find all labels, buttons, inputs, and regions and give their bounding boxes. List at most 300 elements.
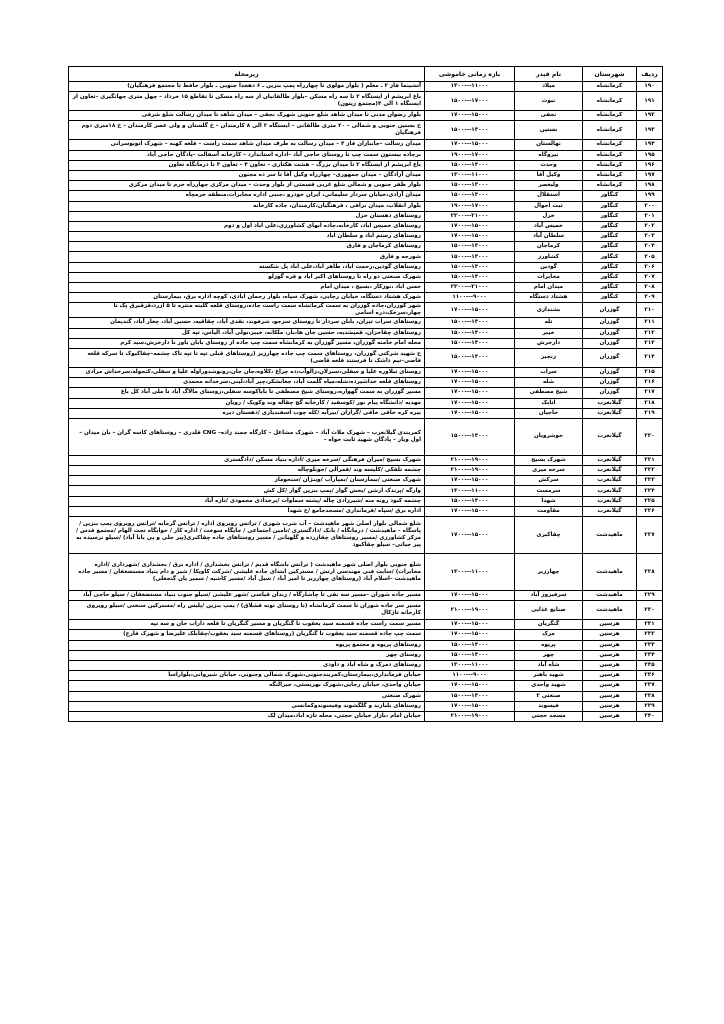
header-feeder: نام فیدر	[515, 67, 583, 82]
table-row	[69, 681, 663, 691]
table-row	[69, 232, 663, 242]
row-city: کرمانشاه	[583, 160, 637, 170]
row-index: ۱۹۱	[637, 92, 663, 111]
row-time: ۱۵۰۰۰---۱۷۰۰	[425, 681, 515, 691]
table-row	[69, 418, 663, 455]
table-row	[69, 466, 663, 476]
row-feeder: صنایع غذایی	[515, 601, 583, 620]
row-index: ۲۱۴	[637, 348, 663, 367]
row-time: ۲۱۰۰۰---۲۳۰۰	[425, 283, 515, 293]
row-area: خ بستین جنوبی و شمالی – ۲۰ متری طالقانی – ایستگاه ۲ الی ۸ کارمندان – خ گلستان و ولی عصر کارمندان – خ ۱۸متری دوم فرهنگیان	[69, 121, 425, 140]
row-area: روستاهای دمرک و شاه اباد و داودی	[69, 660, 425, 670]
table-row	[69, 121, 663, 140]
row-time: ۱۱۰۰۰---۱۳۰۰	[425, 170, 515, 180]
table-row	[69, 601, 663, 620]
row-feeder: هشتاد دستگاه	[515, 293, 583, 303]
row-city: کنگاور	[583, 252, 637, 262]
row-feeder: سرخه میری	[515, 466, 583, 476]
row-index: ۲۳۵	[637, 660, 663, 670]
row-index: ۲۱۶	[637, 378, 663, 388]
row-area: باغ ابریشم از ایستگاه ۲ تا میدان بزرگ – هشت هکتاری – تعاون ۴ – تعاون ۳ تا درمانگاه تعاون	[69, 160, 425, 170]
row-time: ۱۳۰۰۰---۱۵۰۰	[425, 262, 515, 272]
row-area: شهرک هشتاد دستگاه، خیابان رجایی، شهرک سپاه، بلوار رحمان ابادی، کوچه اداره برق، بیمارستان	[69, 293, 425, 303]
row-index: ۲۰۱	[637, 211, 663, 221]
row-feeder: سلطان آباد	[515, 232, 583, 242]
row-time: ۱۳۰۰۰---۱۵۰۰	[425, 318, 515, 328]
row-area: سمت چپ جاده قسمنه سید یعقوب تا گنگریان (روستاهای قسمنه سید یعقوب/چقابلک علیرضا و شهرک فارج)	[69, 630, 425, 640]
row-feeder: چهر	[515, 650, 583, 660]
row-time: ۱۳۰۰۰---۱۵۰۰	[425, 650, 515, 660]
row-city: ماهیدشت	[583, 554, 637, 591]
row-index: ۲۱۹	[637, 408, 663, 418]
table-row	[69, 82, 663, 92]
row-area: بلوار ظفر جنوبی و شمالی شلغ غربی قسمتی از بلوار وحدت – میدان مرکزی چهارراه خرم تا میدان مرکزی	[69, 181, 425, 191]
row-city: کنگاور	[583, 242, 637, 252]
table-row	[69, 92, 663, 111]
row-time: ۱۷۰۰۰---۱۹۰۰	[425, 201, 515, 211]
row-feeder: ثبت احوال	[515, 201, 583, 211]
row-time: ۱۵۰۰۰---۱۷۰۰	[425, 303, 515, 318]
row-feeder: مرک	[515, 630, 583, 640]
row-time: ۱۱۰۰۰---۱۳۰۰	[425, 82, 515, 92]
table-row	[69, 201, 663, 211]
row-feeder: خوشرویان	[515, 418, 583, 455]
row-area: روستاهای گودین،رحمت اباد، طاهر اباد،علی اباد پل شکسته	[69, 262, 425, 272]
row-feeder: گودین	[515, 262, 583, 272]
row-city: کرمانشاه	[583, 181, 637, 191]
row-time: ۱۱۰۰۰---۱۳۰۰	[425, 554, 515, 591]
row-time: ۱۵۰۰۰---۱۷۰۰	[425, 517, 515, 554]
row-index: ۲۳۹	[637, 701, 663, 711]
row-time: ۲۱۰۰۰---۲۳۰۰	[425, 211, 515, 221]
row-feeder: شهید واحدی	[515, 681, 583, 691]
row-area: شهر گوزران،جاده گوزران به سمت کرمانشاه سمت راست جاده،روستای قلعه گلینه منتره تا ۵ ازرد،قزقبرق پک تا چهار،سرخک،دره اسامی	[69, 303, 425, 318]
table-row	[69, 318, 663, 328]
row-index: ۲۲۹	[637, 591, 663, 601]
row-area: مسیر سر جاده شوران تا سمت کرمانشاه (تا روستای تونه قشلاق) / پمپ بنزین /پلیس راه /مسترکین سنعتی /سیلو رویروی کارخانه تاژکال	[69, 601, 425, 620]
table-row	[69, 367, 663, 377]
row-city: گیلانغرب	[583, 398, 637, 408]
table-row	[69, 660, 663, 670]
row-city: کرمانشاه	[583, 170, 637, 180]
row-city: کنگاور	[583, 262, 637, 272]
row-feeder: نجفی	[515, 111, 583, 121]
row-city: ماهیدشت	[583, 601, 637, 620]
table-row	[69, 486, 663, 496]
row-index: ۲۳۰	[637, 601, 663, 620]
row-area: مسیر گوزران به سمت گهواره،روستای شیخ مصطفی تا باباکوسه سفلی،روستای مالاگ آباد تا ملی آباد کل باغ	[69, 388, 425, 398]
outage-schedule-sheet	[68, 66, 662, 722]
row-index: ۲۲۴	[637, 486, 663, 496]
row-index: ۱۹۳	[637, 121, 663, 140]
row-index: ۲۰۳	[637, 232, 663, 242]
row-city: کرمانشاه	[583, 92, 637, 111]
row-area: حسن اباد ،نوزکار ،بسیج ، میدان امام	[69, 283, 425, 293]
row-feeder: شله	[515, 378, 583, 388]
header-time: بازه زمانی خاموشی	[425, 67, 515, 82]
row-index: ۲۲۱	[637, 455, 663, 465]
row-city: گیلانغرب	[583, 466, 637, 476]
header-area: زیرمحله	[69, 67, 425, 82]
row-area: شلغ شمالی بلوار اصلی شهر ماهیدشت – آب شرب شهری / ترانس رویروی اداره / ترانس گرمابه /ترانس رویروی پمپ بنزین /پاسگاه – ماهیدشت / درمانگاه / بانک /دادگستری /تامین اجتماعی / جایگاه سوخت / اداره کار / خوابگاه تحت الهام /مجتمع قدس /مرکز کشاورزی /مسیر روستاهای چقازرده و گلهبانی / مسیر روستاهای جاده چقاکبری(پیر جلی و پی بابا آباد) /سیلو نرسیده به پیر حیاتی– سیلو چقاکبود	[69, 517, 425, 554]
row-feeder: شهید باهنر	[515, 671, 583, 681]
row-city: گوزران	[583, 303, 637, 318]
row-area: روستاهای بلبازند و گلگشوند وفیسوندوکمانسی	[69, 701, 425, 711]
row-feeder: نبوت	[515, 92, 583, 111]
row-area: شهرک صنعتی دو راه تا روستاهای اکبر اباد و قره گوزلو	[69, 272, 425, 282]
row-city: کنگاور	[583, 232, 637, 242]
row-area: برجاده بیستون سمت چپ تا روستای حاجی آباد –اداره استاندارد – کارخانه آسفالت –پادگان حاجی آباد	[69, 150, 425, 160]
row-city: هرسین	[583, 681, 637, 691]
row-time: ۱۳۰۰۰---۱۵۰۰	[425, 181, 515, 191]
row-city: ماهیدشت	[583, 591, 637, 601]
row-area: روستاهای قلعه خداشیرده،شله،میاه گلمت آباد، جغانشکر،چپر آباد،لینی،سرخدانه محمدی	[69, 378, 425, 388]
row-area: مهدیه /دانشگاه پیام نور /کوسفید / کارخانه گچ چقاله وند وکویک / رویان	[69, 398, 425, 408]
row-index: ۲۱۰	[637, 303, 663, 318]
row-city: ماهیدشت	[583, 517, 637, 554]
row-time: ۱۷۰۰۰---۱۹۰۰	[425, 150, 515, 160]
table-row	[69, 262, 663, 272]
row-city: کنگاور	[583, 283, 637, 293]
row-index: ۲۰۸	[637, 283, 663, 293]
row-index: ۲۰۲	[637, 221, 663, 231]
row-city: هرسین	[583, 691, 637, 701]
row-city: گوزران	[583, 348, 637, 367]
row-city: گیلانغرب	[583, 476, 637, 486]
table-row	[69, 630, 663, 640]
row-feeder: کرماجان	[515, 242, 583, 252]
row-time: ۱۵۰۰۰---۱۷۰۰	[425, 378, 515, 388]
row-area: اداره برق /سپاه /فرمانداری /مسجدجامع /خ شهدا	[69, 506, 425, 516]
row-area: مسیر سمت راست جاده قسمنه سید یعقوب تا گنگریان و مسیر گنگریان تا قلعه داراب خان و سه تپه	[69, 620, 425, 630]
row-index: ۱۹۲	[637, 111, 663, 121]
row-feeder: صنعتی ۲	[515, 691, 583, 701]
row-city: کرمانشاه	[583, 111, 637, 121]
table-row	[69, 671, 663, 681]
row-time: ۱۵۰۰۰---۱۷۰۰	[425, 701, 515, 711]
row-area: میدان آزادی،خیابان سردار سلیمانی، ایران خودرو ،جنبی اداره مخابرات،منطقه خرمچاه	[69, 191, 425, 201]
row-time: ۱۳۰۰۰---۱۵۰۰	[425, 272, 515, 282]
table-row	[69, 252, 663, 262]
row-feeder: مخابرات	[515, 272, 583, 282]
row-time: ۱۵۰۰۰---۱۷۰۰	[425, 506, 515, 516]
row-feeder: دارخرش	[515, 338, 583, 348]
row-time: ۱۹۰۰۰---۲۱۰۰	[425, 711, 515, 721]
row-area: میدان آزادگان – میدان جمهوری– چهارراه وکیل آقا تا سر ده مجنون	[69, 170, 425, 180]
row-time: ۱۵۰۰۰---۱۷۰۰	[425, 111, 515, 121]
header-city: شهرستان	[583, 67, 637, 82]
row-time: ۱۳۰۰۰---۱۵۰۰	[425, 252, 515, 262]
row-index: ۲۲۳	[637, 476, 663, 486]
row-area: روستاهای خمیس اباد، کارخانه،جاده ابهای کشاورزی،علی اباد اول و دوم	[69, 221, 425, 231]
row-city: هرسین	[583, 630, 637, 640]
row-city: گیلانغرب	[583, 408, 637, 418]
row-feeder: کشاورز	[515, 252, 583, 262]
row-index: ۲۰۴	[637, 242, 663, 252]
row-feeder: زنجیر	[515, 348, 583, 367]
row-city: گوزران	[583, 388, 637, 398]
row-area: مسیر جاده شوران –مسیر سه نفی تا چاشارگاه / زندان قیاسی /شهر علیشی /سیلو جنوب بنیاد مستضعفان / سیلو حاجی آباد	[69, 591, 425, 601]
row-time: ۱۵۰۰۰---۱۷۰۰	[425, 221, 515, 231]
row-time: ۱۷۰۰۰---۱۵۰۰	[425, 92, 515, 111]
table-row	[69, 283, 663, 293]
row-area: خیابان فرمانداری،بیمارستان،کمربندجنوبی،شهرک شمالی وجنوبی، خیابان شیروانی،بلواراسا	[69, 671, 425, 681]
row-feeder: بشندازی	[515, 303, 583, 318]
row-index: ۲۰۷	[637, 272, 663, 282]
table-row	[69, 691, 663, 701]
row-index: ۲۲۸	[637, 554, 663, 591]
table-row	[69, 338, 663, 348]
row-area: روستاهای کرماجان و فارق	[69, 242, 425, 252]
row-feeder: نیروگاه	[515, 150, 583, 160]
row-city: هرسین	[583, 671, 637, 681]
row-index: ۲۳۲	[637, 630, 663, 640]
row-feeder: میلاد	[515, 82, 583, 92]
row-feeder: مسجد حجتی	[515, 711, 583, 721]
row-index: ۲۴۰	[637, 711, 663, 721]
row-feeder: سرمست	[515, 486, 583, 496]
row-feeder: استقلال	[515, 191, 583, 201]
row-index: ۲۱۷	[637, 388, 663, 398]
row-feeder: چهارزبر	[515, 554, 583, 591]
row-time: ۱۱۰۰۰---۱۳۰۰	[425, 660, 515, 670]
row-area: بلوار انقلاب، میدان نراقی ، فرهنگیان،کارمندان، جاده کارخانه	[69, 201, 425, 211]
row-area: روستاهای سراب تیران، بابان سردار تا روستای سرجو، شرفوند، نقدی آباد، چقاقیه، حسین آباد، چغار آباد، گندیمان	[69, 318, 425, 328]
row-feeder: شیخ مصطفی	[515, 388, 583, 398]
row-time: ۱۹۰۰۰---۲۱۰۰	[425, 455, 515, 465]
table-body	[69, 82, 663, 722]
row-city: گوزران	[583, 328, 637, 338]
row-index: ۲۰۶	[637, 262, 663, 272]
row-index: ۱۹۸	[637, 181, 663, 191]
row-feeder: وحدت	[515, 160, 583, 170]
row-area: روستاهای دهستان خزل	[69, 211, 425, 221]
row-city: گوزران	[583, 367, 637, 377]
row-city: گوزران	[583, 378, 637, 388]
row-area: چشمه کبود رونه منه /شیرزادی چاله /پشته سماوات /برخدادی محمودی /تازه آباد	[69, 496, 425, 506]
row-city: کنگاور	[583, 272, 637, 282]
row-area: آتشینما فاز ۲ ـ معلم ( بلوار مولوی تا چهارراه پمپ بنزین ـ ۶ دهخدا جنوبی ـ بلوار حافظ تا مجتمع فرهنگیان)	[69, 82, 425, 92]
row-time: ۱۳۰۰۰---۱۵۰۰	[425, 338, 515, 348]
row-area: خیابان امام ،بازار خیابان حجتی، محله تازه اباد،میدان لک	[69, 711, 425, 721]
row-time: ۹۰۰۰---۱۱۰۰	[425, 293, 515, 303]
row-time: ۱۵۰۰۰---۱۷۰۰	[425, 620, 515, 630]
row-feeder: نهالستان	[515, 140, 583, 150]
row-city: کنگاور	[583, 201, 637, 211]
row-area: روستای چهر	[69, 650, 425, 660]
row-area: شورجه و فارق	[69, 252, 425, 262]
header-row	[69, 67, 663, 82]
row-time: ۱۳۰۰۰---۱۵۰۰	[425, 640, 515, 650]
table-row	[69, 591, 663, 601]
table-row	[69, 111, 663, 121]
row-city: هرسین	[583, 640, 637, 650]
row-index: ۲۱۵	[637, 367, 663, 377]
row-index: ۲۱۲	[637, 328, 663, 338]
table-row	[69, 650, 663, 660]
table-row	[69, 293, 663, 303]
table-row	[69, 160, 663, 170]
row-city: گیلانغرب	[583, 496, 637, 506]
row-index: ۲۱۸	[637, 398, 663, 408]
row-area: وارگه /پرندک ارشن /بخش گوار /پمپ بنزین گوار /کل کش	[69, 486, 425, 496]
row-city: گوزران	[583, 318, 637, 328]
row-index: ۲۲۲	[637, 466, 663, 476]
row-time: ۱۳۰۰۰---۱۵۰۰	[425, 418, 515, 455]
row-index: ۲۰۹	[637, 293, 663, 303]
row-index: ۲۳۶	[637, 671, 663, 681]
table-row	[69, 711, 663, 721]
table-row	[69, 620, 663, 630]
row-city: کرمانشاه	[583, 82, 637, 92]
row-area: باغ ابریشم از ایستگاه ۲ تا سه راه مسکن –بلوار طالقانیان از سه راه مسکن تا تقاطع ۱۵ خرداد – چهل متری جهانگیری –تعاون از ایستگاه ۱ الی ۴(مجتمع زیتون)	[69, 92, 425, 111]
table-row	[69, 388, 663, 398]
row-index: ۲۳۴	[637, 650, 663, 660]
row-feeder: خمیس آباد	[515, 221, 583, 231]
table-row	[69, 554, 663, 591]
row-time: ۱۳۰۰۰---۱۵۰۰	[425, 328, 515, 338]
row-time: ۱۵۰۰۰---۱۷۰۰	[425, 630, 515, 640]
row-feeder: شاه آباد	[515, 660, 583, 670]
row-city: گیلانغرب	[583, 455, 637, 465]
row-feeder: چقاکبری	[515, 517, 583, 554]
row-feeder: تله	[515, 318, 583, 328]
row-time: ۱۵۰۰۰---۱۷۰۰	[425, 408, 515, 418]
row-city: هرسین	[583, 650, 637, 660]
table-row	[69, 408, 663, 418]
row-time: ۱۳۰۰۰---۱۵۰۰	[425, 496, 515, 506]
row-index: ۱۹۵	[637, 150, 663, 160]
row-area: روستاهای چقاخزان، قمیشدیه، حسین خان ها،بار، ملکانه، خیبر،بولی آباد، الیاس، تپه کل	[69, 328, 425, 338]
row-index: ۲۲۵	[637, 496, 663, 506]
row-index: ۲۳۷	[637, 681, 663, 691]
row-index: ۲۳۱	[637, 620, 663, 630]
table-row	[69, 191, 663, 201]
row-feeder: پریوه	[515, 640, 583, 650]
row-feeder: اتابک	[515, 398, 583, 408]
row-time: ۱۳۰۰۰---۱۵۰۰	[425, 191, 515, 201]
row-feeder: شهدا	[515, 496, 583, 506]
table-row	[69, 170, 663, 180]
row-index: ۲۱۱	[637, 318, 663, 328]
row-time: ۱۹۰۰۰---۲۱۰۰	[425, 601, 515, 620]
row-time: ۱۵۰۰۰---۱۷۰۰	[425, 388, 515, 398]
row-area: محله امام خامنه گوزران، مسیر گوزران به کرمانشاه سمت چپ جاده از روستای بابان باور تا دارخرش،سید کرم	[69, 338, 425, 348]
row-time: ۱۵۰۰۰---۱۷۰۰	[425, 140, 515, 150]
row-area: شهرک صنعتی /بیمارستان /بمپارآب /وینژان /سنحوماز	[69, 476, 425, 486]
row-index: ۲۳۳	[637, 640, 663, 650]
row-index: ۲۲۰	[637, 418, 663, 455]
row-city: گیلانغرب	[583, 486, 637, 496]
row-feeder: خیبر	[515, 328, 583, 338]
row-feeder: خزل	[515, 211, 583, 221]
table-row	[69, 455, 663, 465]
row-time: ۹۰۰۰---۱۱۰۰	[425, 671, 515, 681]
row-area: شهرک صنعتی	[69, 691, 425, 701]
row-area: خ شهید شرکتی گوزران، روستاهای سمت چپ جاده چهارزیر (روستاهای قبلی تپه تا تپه تاک چشمه–چقاکبوک تا سرکه قلعه قاضی–تیم داشک تا قرستند قلعه قاضی)	[69, 348, 425, 367]
row-time: ۱۳۰۰۰---۱۵۰۰	[425, 348, 515, 367]
row-index: ۲۰۰	[637, 201, 663, 211]
row-city: کنگاور	[583, 191, 637, 201]
row-feeder: بستین	[515, 121, 583, 140]
table-row	[69, 140, 663, 150]
row-city: هرسین	[583, 660, 637, 670]
row-time: ۱۱۰۰۰---۱۳۰۰	[425, 486, 515, 496]
row-city: گیلانغرب	[583, 506, 637, 516]
row-city: کرمانشاه	[583, 150, 637, 160]
row-index: ۱۹۶	[637, 160, 663, 170]
row-feeder: ولیعصر	[515, 181, 583, 191]
row-time: ۱۳۰۰۰---۱۵۰۰	[425, 242, 515, 252]
table-row	[69, 517, 663, 554]
row-area: بیره کره خاقی خاقی /گرازان /بیرآبه /کله چوب اسفندیاری /دهستان دیره	[69, 408, 425, 418]
row-feeder: شهرک بسیج	[515, 455, 583, 465]
row-area: خیابان واحدی، خیابان رجایی،شهرک بهزیستی، جیرالنگه	[69, 681, 425, 691]
row-area: شهرک بسیج /میران فرهنگی /سرخه میری /اداره بنیاد مسکن /دادگستری	[69, 455, 425, 465]
row-area: کمربندی گیلانغرب – شهرک ملات آباد – شهرک مشاغل – کارگاه جمند زاده– CNG قلدری – روستاهای کاسه گران – بان میدان – اول ویار – پادگان شهید ثابت خواه –	[69, 418, 425, 455]
row-time: ۱۵۰۰۰---۱۷۰۰	[425, 591, 515, 601]
table-row	[69, 181, 663, 191]
table-row	[69, 328, 663, 338]
table-row	[69, 221, 663, 231]
table-row	[69, 701, 663, 711]
row-index: ۲۱۳	[637, 338, 663, 348]
row-city: کرمانشاه	[583, 121, 637, 140]
row-index: ۲۲۶	[637, 506, 663, 516]
table-row	[69, 303, 663, 318]
row-time: ۱۵۰۰۰---۱۷۰۰	[425, 232, 515, 242]
row-index: ۱۹۹	[637, 191, 663, 201]
row-city: هرسین	[583, 711, 637, 721]
row-feeder: وکیل آقا	[515, 170, 583, 180]
row-index: ۱۹۷	[637, 170, 663, 180]
table-row	[69, 242, 663, 252]
table-row	[69, 640, 663, 650]
row-city: هرسین	[583, 701, 637, 711]
row-feeder: مقاومت	[515, 506, 583, 516]
row-time: ۱۵۰۰۰---۱۷۰۰	[425, 367, 515, 377]
row-city: هرسین	[583, 620, 637, 630]
row-area: روستای تبلاوره علیا و سفلی،سبزلان،زالوآب،ده چراغ ،کلاوه،جان جان،رونوشدوراوله علیا و سفلی،کنجوله،سرخداش مرادی	[69, 367, 425, 377]
table-row	[69, 211, 663, 221]
row-time: ۱۳۰۰۰---۱۵۰۰	[425, 160, 515, 170]
table-row	[69, 348, 663, 367]
row-city: کنگاور	[583, 221, 637, 231]
row-feeder: سرکش	[515, 476, 583, 486]
row-index: ۱۹۰	[637, 82, 663, 92]
row-feeder: فیسوند	[515, 701, 583, 711]
table-row	[69, 378, 663, 388]
row-index: ۲۳۸	[637, 691, 663, 701]
row-area: بلوار رضوان مدنی تا میدان شاهد شلغ جنوبی شهرک نجفی – میدان شاهد تا میدان رسالت شلغ شرقی	[69, 111, 425, 121]
row-area: شلغ جنوبی بلوار اصلی شهر ماهیدشت ( ترانس باشگاه قدیم / ترانس بخشداری / اداره برق / بخشداری /شهرداری /اداره مخابرات) /سایت فنی مهندسی ارتش / مسترکین ابتدای جاده علیشی /شرکت کاویکا / شیر و دام بنیاد مستضعفان / مسیر جاده ماهیدشت –اسلام آباد (روستاهای چهارزبر تا امیر آباد / سیل آباد /مسیر کاشیه / سمیر یان گنجعلی)	[69, 554, 425, 591]
row-index: ۲۲۷	[637, 517, 663, 554]
row-feeder: سرفیروز آباد	[515, 591, 583, 601]
row-time: ۱۹۰۰۰---۲۱۰۰	[425, 466, 515, 476]
row-feeder: حاجیان	[515, 408, 583, 418]
row-index: ۲۰۵	[637, 252, 663, 262]
row-time: ۱۵۰۰۰---۱۷۰۰	[425, 398, 515, 408]
table-row	[69, 506, 663, 516]
row-time: ۱۳۰۰۰---۱۵۰۰	[425, 121, 515, 140]
row-area: روستاهای رستم اباد و سلطان اباد	[69, 232, 425, 242]
row-city: کرمانشاه	[583, 140, 637, 150]
row-area: میدان رسالت –جانبازان فاز ۴ – میدان رسالت به طرف میدان شاهد سمت راست – قلعه کهنه – شهرک اتوبوسرانی	[69, 140, 425, 150]
row-area: روستاهای پریوه و مجتمع پریوه	[69, 640, 425, 650]
table-row	[69, 272, 663, 282]
row-feeder: سراب	[515, 367, 583, 377]
row-city: کنگاور	[583, 211, 637, 221]
